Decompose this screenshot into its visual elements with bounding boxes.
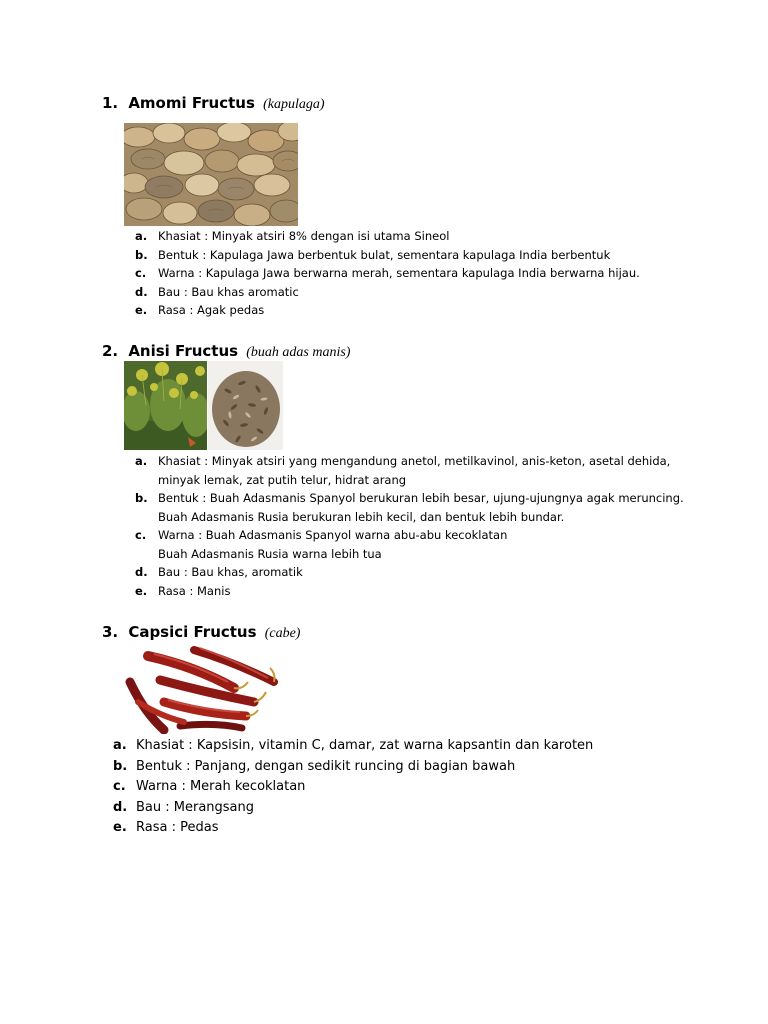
section-latin-name: (buah adas manis) xyxy=(246,345,351,360)
item-text: minyak lemak, zat putih telur, hidrat arang xyxy=(158,472,407,487)
property-list xyxy=(113,736,594,839)
list-item xyxy=(113,818,593,839)
item-marker: b. xyxy=(135,491,148,505)
section-number: 1. xyxy=(102,94,119,112)
list-item xyxy=(135,582,684,601)
item-text: Khasiat : Kapsisin, vitamin C, damar, zat warna kapsantin dan karoten xyxy=(136,738,594,753)
section-heading xyxy=(102,94,325,113)
property-list xyxy=(135,452,684,600)
cardamom-pods-photo xyxy=(124,123,298,226)
property-list xyxy=(135,227,640,320)
item-marker: c. xyxy=(135,266,147,280)
item-text: Bau : Merangsang xyxy=(136,799,255,815)
list-item xyxy=(135,301,640,320)
item-marker: b. xyxy=(135,247,148,262)
item-marker: c. xyxy=(135,528,147,542)
item-marker: d. xyxy=(135,565,148,579)
anise-plant-photo xyxy=(124,361,207,450)
item-text: Khasiat : Minyak atsiri yang mengandung anetol, metilkavinol, anis-keton, asetal dehida, xyxy=(158,454,671,468)
item-text: Warna : Buah Adasmanis Spanyol warna abu-abu kecoklatan xyxy=(158,528,508,542)
item-marker: d. xyxy=(113,799,128,815)
item-text: Bentuk : Kapulaga Jawa berbentuk bulat, sementara kapulaga India berbentuk xyxy=(158,247,611,262)
list-item xyxy=(135,526,684,563)
item-text: Bentuk : Panjang, dengan sedikit runcing di bagian bawah xyxy=(136,758,516,774)
section-latin-name: (kapulaga) xyxy=(263,97,325,112)
list-item xyxy=(113,798,593,819)
item-text: Bentuk : Buah Adasmanis Spanyol berukuran lebih besar, ujung-ujungnya agak meruncing. xyxy=(158,491,684,505)
section-heading xyxy=(102,623,300,642)
list-item xyxy=(135,283,640,302)
item-marker: c. xyxy=(113,779,126,794)
item-marker: a. xyxy=(135,229,148,243)
dried-chili-photo xyxy=(124,642,278,734)
item-text: Rasa : Pedas xyxy=(136,820,219,835)
section-title: Capsici Fructus xyxy=(128,623,257,641)
item-marker: a. xyxy=(135,454,148,468)
item-text: Rasa : Agak pedas xyxy=(158,303,265,317)
section-latin-name: (cabe) xyxy=(264,626,301,641)
section-heading xyxy=(102,342,350,361)
list-item xyxy=(113,736,594,757)
item-marker: e. xyxy=(113,820,127,835)
item-marker: e. xyxy=(135,583,148,598)
list-item xyxy=(135,563,684,582)
item-marker: b. xyxy=(113,758,128,774)
anise-seeds-photo xyxy=(208,361,283,450)
item-text: Bau : Bau khas, aromatik xyxy=(158,565,303,579)
item-marker: a. xyxy=(113,738,127,753)
list-item xyxy=(135,489,684,526)
section-number: 2. xyxy=(102,342,119,360)
list-item xyxy=(113,777,593,798)
item-marker: e. xyxy=(135,303,148,317)
item-marker: d. xyxy=(135,284,148,299)
list-item xyxy=(135,264,640,283)
list-item xyxy=(113,757,593,778)
list-item xyxy=(135,246,640,265)
list-item xyxy=(135,452,684,489)
item-text: Bau : Bau khas aromatic xyxy=(158,284,299,299)
item-text: Warna : Kapulaga Jawa berwarna merah, sementara kapulaga India berwarna hijau. xyxy=(158,266,640,280)
item-text: Buah Adasmanis Rusia berukuran lebih kecil, dan bentuk lebih bundar. xyxy=(158,509,565,524)
item-text: Khasiat : Minyak atsiri 8% dengan isi utama Sineol xyxy=(158,229,450,243)
item-text: Buah Adasmanis Rusia warna lebih tua xyxy=(158,546,382,561)
list-item xyxy=(135,227,640,246)
item-text: Rasa : Manis xyxy=(158,583,231,598)
section-title: Amomi Fructus xyxy=(128,94,255,112)
section-title: Anisi Fructus xyxy=(128,342,239,360)
item-text: Warna : Merah kecoklatan xyxy=(136,779,306,794)
section-number: 3. xyxy=(102,623,119,641)
